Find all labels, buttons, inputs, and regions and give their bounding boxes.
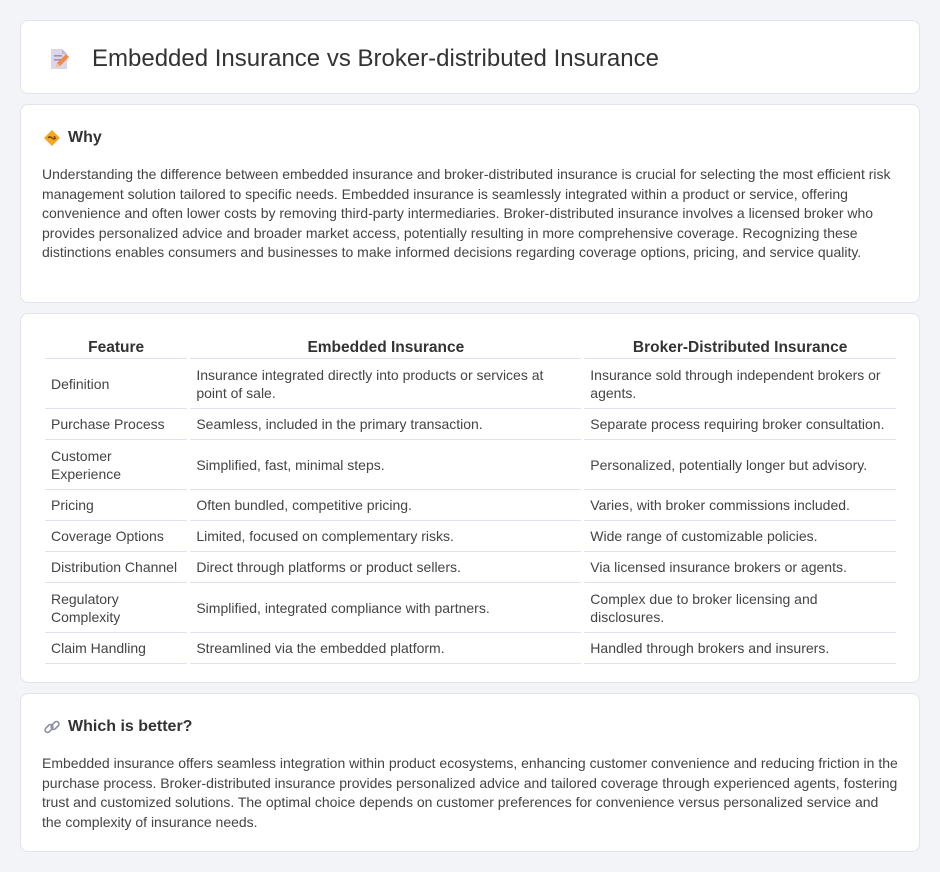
comparison-table-card — [20, 313, 920, 683]
column-header-embedded: Embedded Insurance — [190, 335, 581, 359]
table-row — [45, 633, 896, 664]
title-card — [20, 20, 920, 94]
page-title: Embedded Insurance vs Broker-distributed Insurance — [92, 45, 659, 72]
embedded-cell: Simplified, fast, minimal steps. — [190, 440, 581, 490]
feature-cell: Coverage Options — [45, 521, 187, 552]
table-row — [45, 552, 896, 583]
embedded-cell: Direct through platforms or product sellers. — [190, 552, 581, 583]
embedded-cell: Often bundled, competitive pricing. — [190, 490, 581, 521]
feature-cell: Distribution Channel — [45, 552, 187, 583]
why-title: Why — [68, 129, 102, 146]
comparison-table — [42, 335, 899, 664]
embedded-cell: Seamless, included in the primary transaction. — [190, 409, 581, 440]
embedded-cell: Simplified, integrated compliance with partners. — [190, 583, 581, 633]
broker-cell: Personalized, potentially longer but advisory. — [584, 440, 896, 490]
why-section — [20, 104, 920, 303]
table-row — [45, 440, 896, 490]
broker-cell: Via licensed insurance brokers or agents. — [584, 552, 896, 583]
column-header-feature: Feature — [45, 335, 187, 359]
broker-cell: Handled through brokers and insurers. — [584, 633, 896, 664]
feature-cell: Regulatory Complexity — [45, 583, 187, 633]
broker-cell: Varies, with broker commissions included. — [584, 490, 896, 521]
link-icon — [43, 718, 61, 736]
handshake-diamond-icon — [43, 129, 61, 147]
broker-cell: Complex due to broker licensing and disclosures. — [584, 583, 896, 633]
embedded-cell: Insurance integrated directly into products or services at point of sale. — [190, 359, 581, 409]
table-header-row — [45, 335, 896, 359]
broker-cell: Wide range of customizable policies. — [584, 521, 896, 552]
feature-cell: Definition — [45, 359, 187, 409]
embedded-cell: Limited, focused on complementary risks. — [190, 521, 581, 552]
which-is-better-section — [20, 693, 920, 852]
which-is-better-text: Embedded insurance offers seamless integration within product ecosystems, enhancing customer convenience and reducing friction in the purchase process. Broker-distributed insurance provides personalized advice and tailored coverage through experienced agents, fostering trust and customized solutions. The optimal choice depends on customer preferences for convenience versus personalized service and the complexity of insurance needs. — [42, 755, 898, 830]
feature-cell: Claim Handling — [45, 633, 187, 664]
feature-cell: Pricing — [45, 490, 187, 521]
document-edit-icon — [47, 47, 71, 71]
table-row — [45, 409, 896, 440]
feature-cell: Purchase Process — [45, 409, 187, 440]
column-header-broker: Broker-Distributed Insurance — [584, 335, 896, 359]
why-text: Understanding the difference between embedded insurance and broker-distributed insurance is crucial for selecting the most efficient risk management solution tailored to specific needs. Embedded insurance is seamlessly integrated within a product or service, offering convenience and often lower costs by removing third-party intermediaries. Broker-distributed insurance involves a licensed broker who provides personalized advice and broader market access, potentially resulting in more comprehensive coverage. Recognizing these distinctions enables consumers and businesses to make informed decisions regarding coverage options, pricing, and service quality. — [42, 166, 891, 260]
embedded-cell: Streamlined via the embedded platform. — [190, 633, 581, 664]
broker-cell: Separate process requiring broker consultation. — [584, 409, 896, 440]
broker-cell: Insurance sold through independent brokers or agents. — [584, 359, 896, 409]
feature-cell: Customer Experience — [45, 440, 187, 490]
table-row — [45, 490, 896, 521]
table-row — [45, 359, 896, 409]
table-row — [45, 583, 896, 633]
table-row — [45, 521, 896, 552]
which-is-better-title: Which is better? — [68, 718, 193, 735]
